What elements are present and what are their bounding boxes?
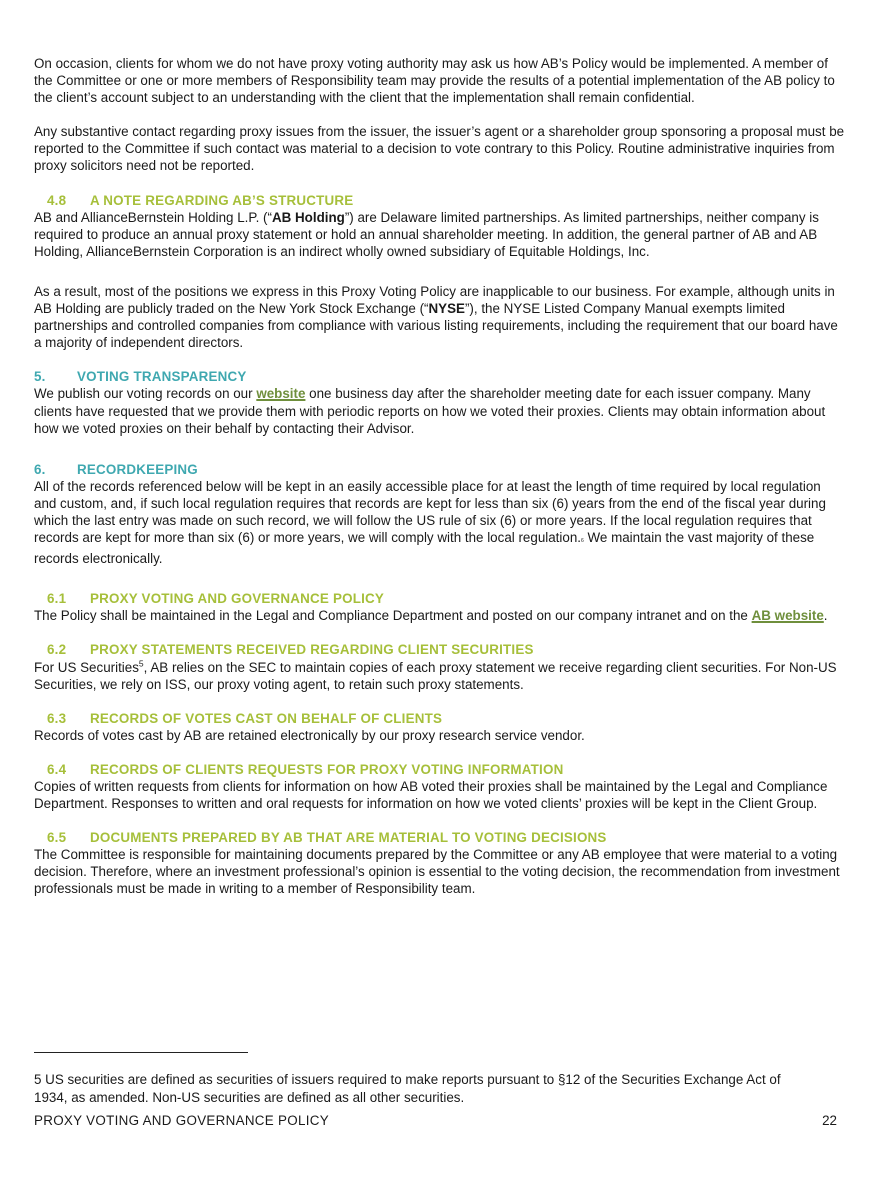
section-6-1-heading [34, 590, 846, 607]
text-run: All of the records referenced below will be kept in an easily accessible place for at least the length of time required by local regulation and custom, and, if such local regulation requires that records are kept for less than six (6) years from the end of the fiscal year during which the last entry was made on such record, we will follow the US rule of six (6) or more years. If the local regulation requires that records are kept for more than six (6) or more years, we will comply with the local regulation. [34, 478, 826, 546]
section-title: RECORDS OF CLIENTS REQUESTS FOR PROXY VOTING INFORMATION [90, 761, 564, 777]
defined-term: NYSE [428, 301, 465, 317]
section-6-5-heading [34, 829, 846, 846]
text-run: . [823, 608, 828, 624]
section-title: RECORDKEEPING [77, 461, 198, 477]
text-run: AB and AllianceBernstein Holding L.P. (“ [34, 209, 272, 225]
section-4-8-paragraph-1 [34, 209, 846, 260]
section-number: 6.2 [47, 642, 67, 658]
footnote-superscript: 5 [138, 658, 144, 669]
section-number: 6.4 [47, 761, 67, 777]
ab-website-link[interactable]: AB website [751, 608, 824, 624]
section-6-2-heading [34, 641, 846, 658]
section-number: 6. [34, 461, 46, 477]
section-title: PROXY STATEMENTS RECEIVED REGARDING CLIENT SECURITIES [90, 642, 534, 658]
intro-paragraph-2: Any substantive contact regarding proxy issues from the issuer, the issuer’s agent or a shareholder group sponsoring a proposal must be reported to the Committee if such contact was material to a decision to vote contrary to this Policy. Routine administrative inquiries from proxy solicitors need not be reported. [34, 124, 845, 174]
text-run: For US Securities [34, 659, 139, 675]
text-run: ”), the NYSE Listed Company Manual exempts limited partnerships and controlled companies from compliance with various listing requirements, including the requirement that our board have a majority of independent directors. [34, 301, 838, 351]
section-6-1-paragraph [34, 607, 846, 624]
section-6-2-paragraph [34, 659, 846, 693]
section-number: 5. [34, 369, 46, 385]
text-run: The Policy shall be maintained in the Legal and Compliance Department and posted on our company intranet and on the [34, 608, 752, 624]
text-run: one business day after the shareholder meeting date for each issuer company. Many clients have requested that we provide them with periodic reports on how we voted their proxies. Clients may obtain information about how we voted proxies on their behalf by contacting their Advisor. [34, 386, 826, 436]
footnote-marker: 6 [581, 538, 584, 545]
section-6-4-heading [34, 761, 846, 778]
section-4-8-heading [34, 192, 846, 209]
section-6-heading [34, 461, 846, 478]
section-title: RECORDS OF VOTES CAST ON BEHALF OF CLIENTS [90, 710, 443, 726]
defined-term: AB Holding [271, 209, 345, 225]
section-number: 6.1 [47, 591, 67, 607]
website-link[interactable]: website [256, 386, 306, 402]
section-title: VOTING TRANSPARENCY [77, 369, 247, 385]
page-number: 22 [822, 1113, 837, 1128]
footer-title: PROXY VOTING AND GOVERNANCE POLICY [34, 1113, 329, 1128]
text-run: ”) are Delaware limited partnerships. As limited partnerships, neither company is required to produce an annual proxy statement or hold an annual shareholder meeting. In addition, the general partner of AB and AB Holding, AllianceBernstein Corporation is an indirect wholly owned subsidiary of Equitable Holdings, Inc. [34, 209, 819, 259]
section-6-3-paragraph: Records of votes cast by AB are retained electronically by our proxy research service vendor. [34, 727, 585, 743]
intro-paragraph-1: On occasion, clients for whom we do not have proxy voting authority may ask us how AB’s Policy would be implemented. A member of the Committee or one or more members of Responsibility team may provide the results of a potential implementation of the AB policy to the client’s account subject to an understanding with the client that the implementation shall remain confidential. [34, 56, 835, 106]
section-5-paragraph [34, 385, 846, 436]
section-5-heading [34, 368, 846, 385]
section-6-5-paragraph: The Committee is responsible for maintaining documents prepared by the Committee or any AB employee that were material to a voting decision. Therefore, where an investment professional’s opinion is essential to the voting decision, the recommendation from investment professionals must be made in writing to a member of Responsibility team. [34, 847, 840, 897]
section-number: 4.8 [47, 192, 67, 208]
footnote-separator [34, 1052, 248, 1053]
footnote-5: 5 US securities are defined as securities of issuers required to make reports pursuant to §12 of the Securities Exchange Act of 1934, as amended. Non-US securities are defined as all other securities. [34, 1072, 781, 1105]
text-run: As a result, most of the positions we express in this Proxy Voting Policy are inapplicable to our business. For example, although units in AB Holding are publicly traded on the New York Stock Exchange (“ [34, 283, 835, 317]
text-run: We maintain the vast majority of these records electronically. [34, 530, 815, 567]
section-title: DOCUMENTS PREPARED BY AB THAT ARE MATERIAL TO VOTING DECISIONS [90, 830, 607, 846]
section-number: 6.3 [47, 710, 67, 726]
text-run: We publish our voting records on our [34, 386, 257, 402]
page-content [34, 55, 846, 898]
section-title: PROXY VOTING AND GOVERNANCE POLICY [90, 591, 384, 607]
section-6-4-paragraph: Copies of written requests from clients for information on how AB voted their proxies shall be maintained by the Legal and Compliance Department. Responses to written and oral requests for information on how we voted clients’ proxies will be kept in the Client Group. [34, 779, 828, 812]
section-6-3-heading [34, 710, 846, 727]
section-6-paragraph [34, 478, 846, 567]
section-title: A NOTE REGARDING AB’S STRUCTURE [90, 192, 354, 208]
section-4-8-paragraph-2 [34, 283, 846, 351]
text-run: , AB relies on the SEC to maintain copies of each proxy statement we receive regarding client securities. For Non-US Securities, we rely on ISS, our proxy voting agent, to retain such proxy statements. [34, 659, 837, 692]
section-number: 6.5 [47, 830, 67, 846]
